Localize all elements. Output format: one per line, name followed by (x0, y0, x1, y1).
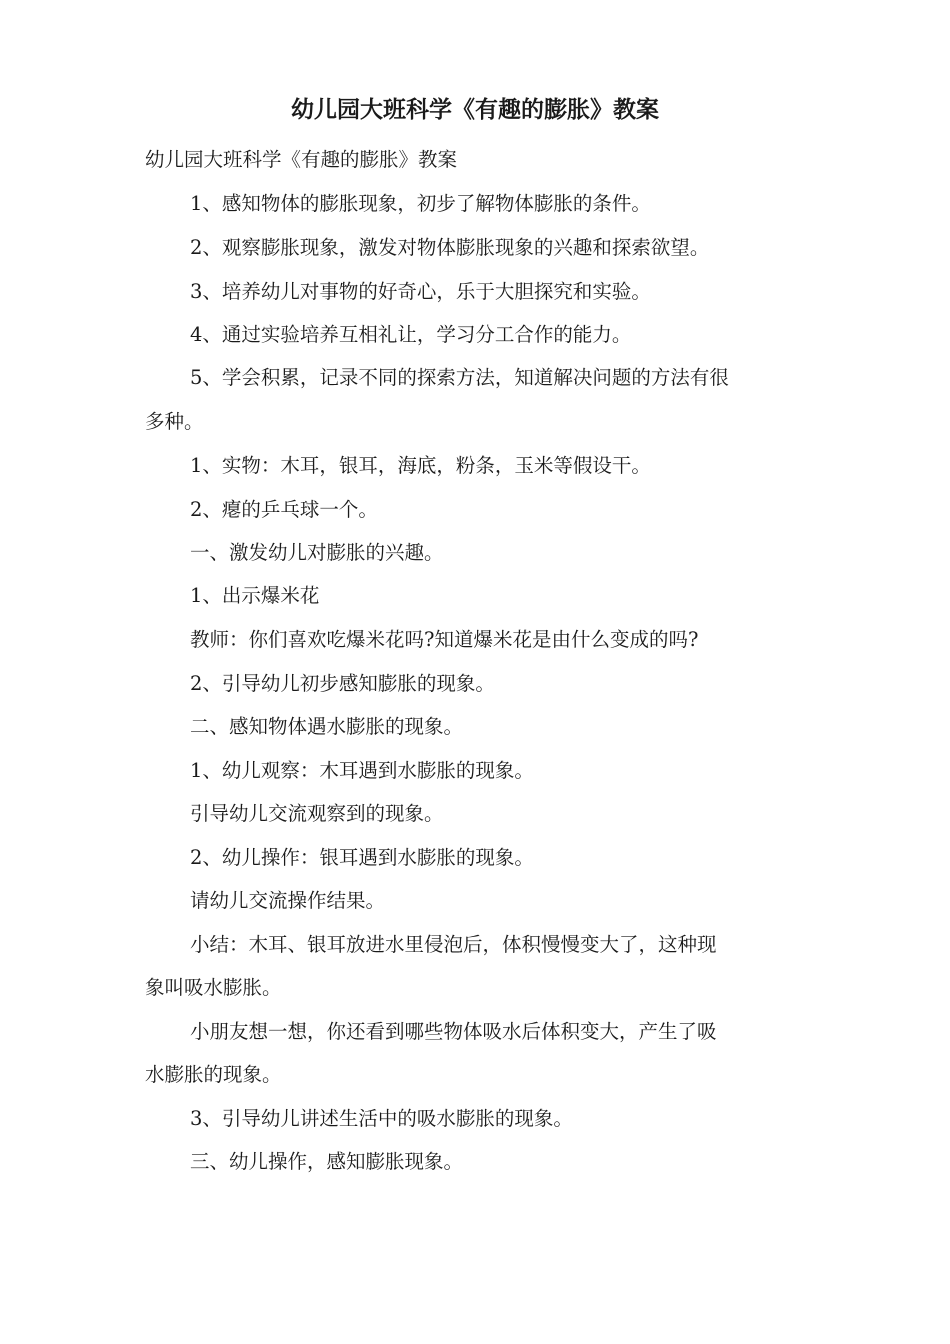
paragraph: 1、出示爆米花 (190, 584, 320, 607)
section-heading: 一、激发幼儿对膨胀的兴趣。 (190, 541, 444, 564)
paragraph: 4、通过实验培养互相礼让，学习分工合作的能力。 (190, 323, 632, 346)
document-title: 幼儿园大班科学《有趣的膨胀》教案 (291, 97, 659, 123)
paragraph: 2、瘪的乒乓球一个。 (190, 498, 378, 521)
paragraph: 3、引导幼儿讲述生活中的吸水膨胀的现象。 (190, 1107, 573, 1130)
paragraph-continuation: 多种。 (145, 410, 204, 433)
paragraph: 2、观察膨胀现象，激发对物体膨胀现象的兴趣和探索欲望。 (190, 236, 710, 259)
paragraph-continuation: 象叫吸水膨胀。 (145, 976, 282, 999)
paragraph: 1、实物：木耳，银耳，海底，粉条，玉米等假设干。 (190, 454, 651, 477)
paragraph: 幼儿园大班科学《有趣的膨胀》教案 (145, 148, 458, 171)
paragraph: 2、幼儿操作：银耳遇到水膨胀的现象。 (190, 846, 534, 869)
paragraph: 小结：木耳、银耳放进水里侵泡后，体积慢慢变大了，这种现 (190, 933, 717, 956)
paragraph: 3、培养幼儿对事物的好奇心，乐于大胆探究和实验。 (190, 280, 651, 303)
section-heading: 三、幼儿操作，感知膨胀现象。 (190, 1150, 464, 1173)
paragraph: 1、感知物体的膨胀现象，初步了解物体膨胀的条件。 (190, 192, 651, 215)
paragraph: 小朋友想一想，你还看到哪些物体吸水后体积变大，产生了吸 (190, 1020, 717, 1043)
paragraph: 引导幼儿交流观察到的现象。 (190, 802, 444, 825)
paragraph-continuation: 水膨胀的现象。 (145, 1063, 282, 1086)
paragraph: 教师：你们喜欢吃爆米花吗?知道爆米花是由什么变成的吗? (190, 628, 699, 651)
paragraph: 1、幼儿观察：木耳遇到水膨胀的现象。 (190, 759, 534, 782)
paragraph: 2、引导幼儿初步感知膨胀的现象。 (190, 672, 495, 695)
paragraph: 5、学会积累，记录不同的探索方法，知道解决问题的方法有很 (190, 366, 729, 389)
paragraph: 请幼儿交流操作结果。 (190, 889, 386, 912)
section-heading: 二、感知物体遇水膨胀的现象。 (190, 715, 464, 738)
